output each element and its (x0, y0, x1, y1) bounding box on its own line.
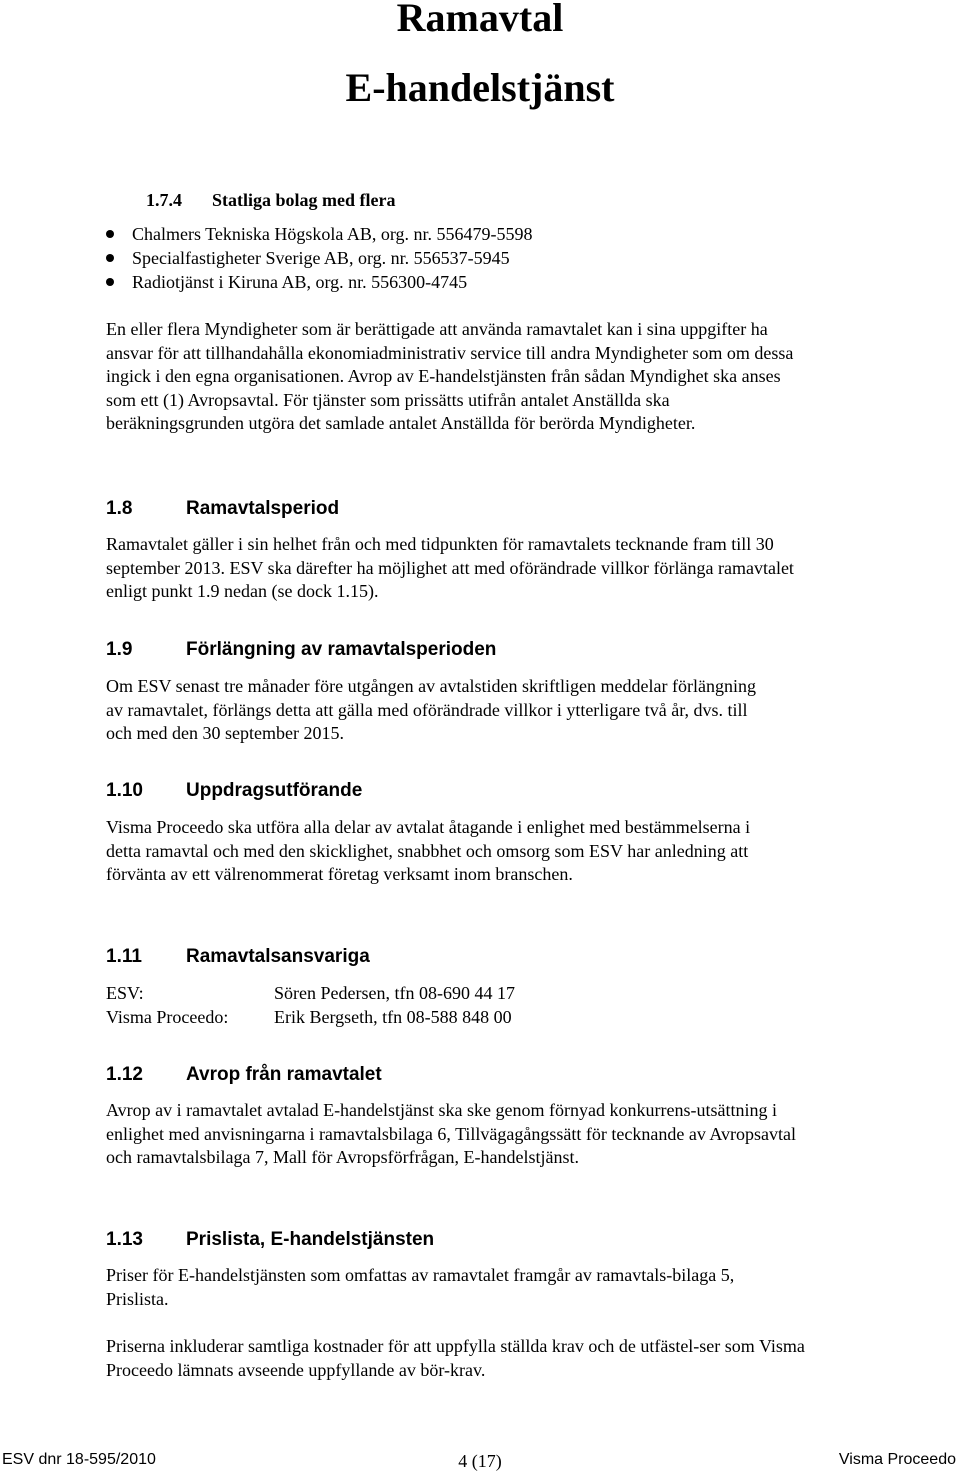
bullet-icon (106, 278, 114, 286)
list-item: Chalmers Tekniska Högskola AB, org. nr. 556479-5598 (106, 222, 533, 246)
section-heading-1-9: 1.9 Förlängning av ramavtalsperioden (106, 639, 497, 660)
paragraph-1-13-b: Priserna inkluderar samtliga kostnader för att uppfylla ställda krav och de utfästel-ser som Visma Proceedo lämnats avseende uppfyllande av bör-krav. (106, 1336, 805, 1380)
bullet-icon (106, 254, 114, 262)
section-heading-1-13: 1.13 Prislista, E-handelstjänsten (106, 1229, 435, 1250)
contact-row: Visma Proceedo: Erik Bergseth, tfn 08-588 848 00 (106, 1006, 512, 1027)
company-list (106, 222, 533, 294)
list-item: Specialfastigheter Sverige AB, org. nr. 556537-5945 (106, 246, 533, 270)
section-heading-1-11: 1.11 Ramavtalsansvariga (106, 946, 370, 967)
section-heading-1-8: 1.8 Ramavtalsperiod (106, 498, 340, 519)
contact-list (106, 982, 515, 1029)
footer-company: Visma Proceedo (838, 1451, 956, 1468)
page-footer (0, 1451, 960, 1473)
footer-document-number: ESV dnr 18-595/2010 (2, 1451, 156, 1468)
section-heading-1-10: 1.10 Uppdragsutförande (106, 780, 363, 801)
subsection-heading-1-7-4 (146, 190, 395, 211)
contact-row: ESV: Sören Pedersen, tfn 08-690 44 17 (106, 983, 515, 1003)
list-item: Radiotjänst i Kiruna AB, org. nr. 556300-4745 (106, 270, 533, 294)
paragraph-1-7-4: En eller flera Myndigheter som är berättigade att använda ramavtalet kan i sina uppgifter ha ansvar för att tillhandahålla ekonomiadministrativ service till andra Myndigheter som om dessa ingick i den egna organisationen. Avrop av E-handelstjänsten från sådan Myndighet ska anses som ett (1) Avropsavtal. För tjänster som prissätts utifrån antalet Anställda ska beräkningsgrunden utgöra det samlade antalet Anställda för berörda Myndigheter. (106, 319, 794, 433)
document-title: Ramavtal (396, 0, 564, 40)
bullet-icon (106, 230, 114, 238)
document-subtitle: E-handelstjänst (345, 65, 615, 110)
paragraph-1-9: Om ESV senast tre månader före utgången av avtalstiden skriftligen meddelar förlängning av ramavtalet, förlängs detta att gälla med oförändrade villkor i ytterligare två år, dvs. till och med den 30 september 2015. (106, 676, 756, 743)
section-heading-1-12: 1.12 Avrop från ramavtalet (106, 1064, 382, 1085)
paragraph-1-12: Avrop av i ramavtalet avtalad E-handelstjänst ska ske genom förnyad konkurrens-utsättning i enlighet med anvisningarna i ramavtalsbilaga 6, Tillvägagångssätt för tecknande av Avropsavtal och ramavtalsbilaga 7, Mall för Avropsförfrågan, E-handelstjänst. (106, 1100, 796, 1167)
paragraph-1-13-a: Priser för E-handelstjänsten som omfattas av ramavtalet framgår av ramavtals-bilaga 5, Prislista. (106, 1265, 735, 1309)
subsection-number: 1.7.4 (146, 190, 182, 210)
paragraph-1-8: Ramavtalet gäller i sin helhet från och med tidpunkten för ramavtalets tecknande fram till 30 september 2013. ESV ska därefter ha möjlighet att med oförändrade villkor förlänga ramavtalet enligt punkt 1.9 nedan (se dock 1.15). (106, 534, 794, 601)
paragraph-1-10: Visma Proceedo ska utföra alla delar av avtalat åtagande i enlighet med bestämmelserna i detta ramavtal och med den skicklighet, snabbhet och omsorg som ESV har anledning att förvänta av ett välrenommerat företag verksamt inom branschen. (106, 817, 751, 884)
footer-page-number: 4 (17) (458, 1451, 502, 1471)
subsection-title: Statliga bolag med flera (212, 190, 396, 210)
